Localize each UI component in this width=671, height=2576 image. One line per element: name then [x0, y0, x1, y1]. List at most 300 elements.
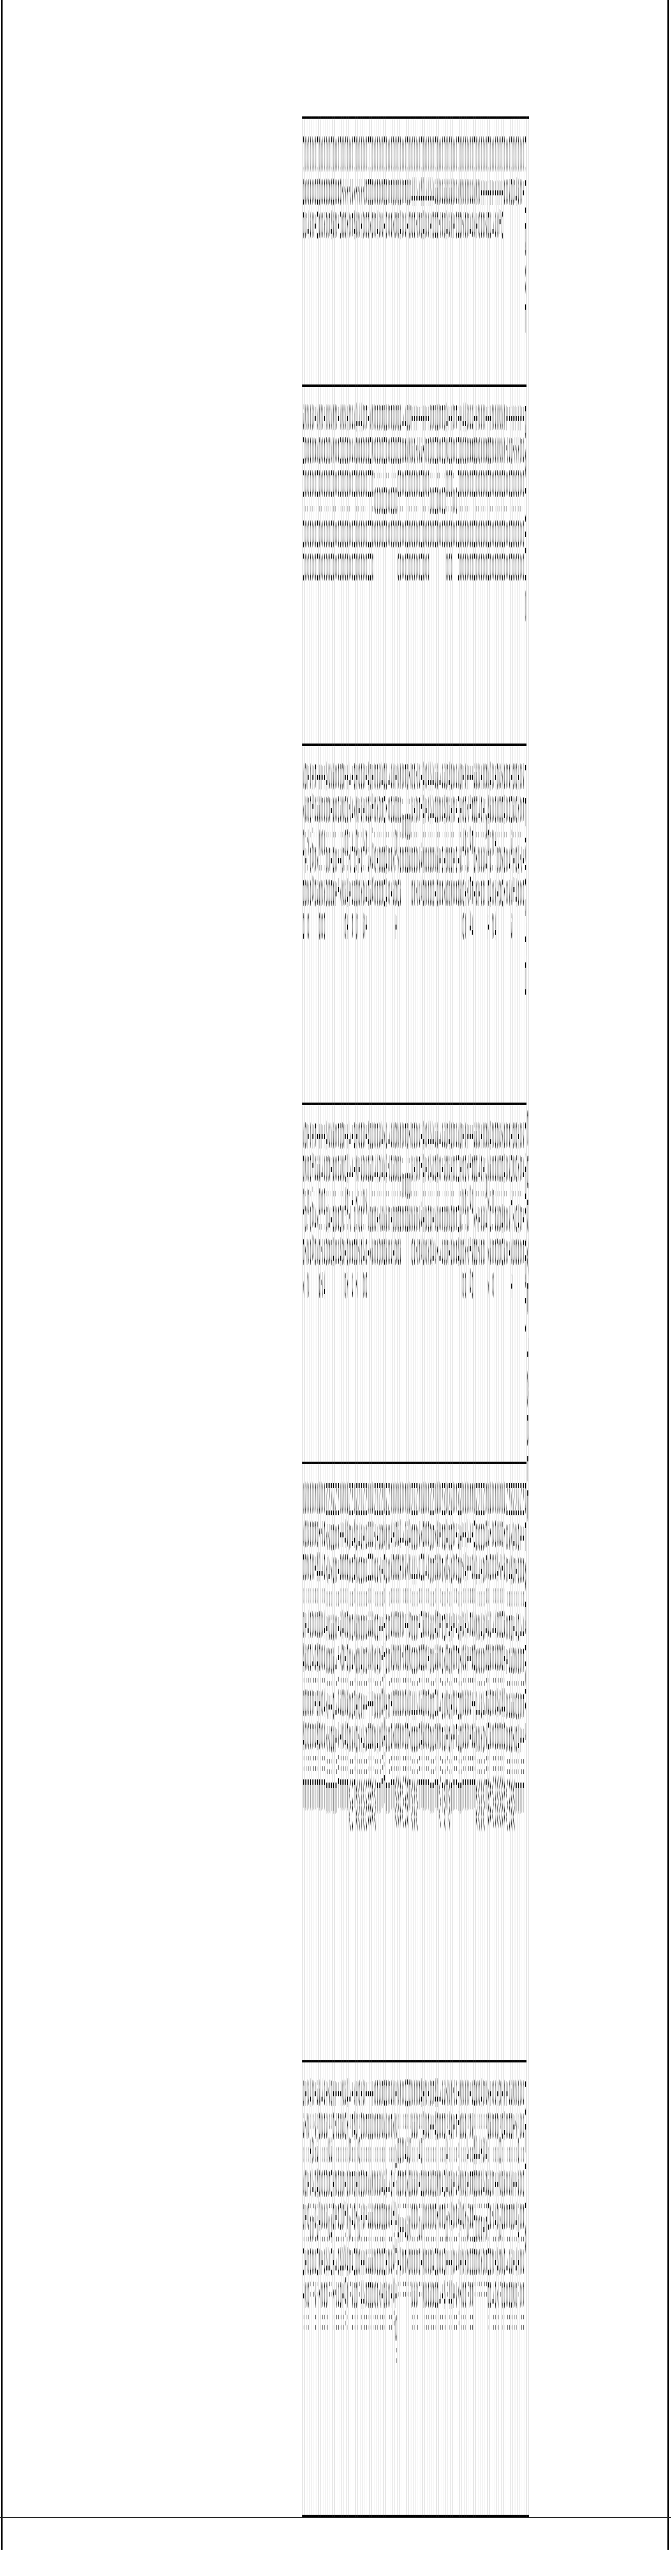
cell-bearing: S38°45'56"W — [492, 1463, 494, 2061]
cell-delta: 36°03'14" — [363, 2061, 365, 2516]
cell-bearing: N05°05'54"E — [518, 1463, 520, 2061]
cell-length: 45.96 — [381, 745, 383, 1104]
cell-length: 32.08 — [441, 745, 443, 1104]
cell-delta: 13°03'49" — [325, 2061, 328, 2516]
cell-chord: 43.83 — [490, 1104, 492, 1463]
cell-chord: 40.94 — [439, 1104, 441, 1463]
cell-bearing: N81°11'02"E — [381, 1463, 383, 2061]
cell-bearing: N62°04'41"E — [335, 1463, 337, 2061]
cell-chord: 206.75 — [464, 1104, 466, 1463]
cell-delta: 15°51'36" — [365, 2061, 367, 2516]
cell-radius: 420.00 — [445, 386, 448, 745]
cell-radius: 480.00 — [402, 386, 404, 745]
cell-delta: 39°02'38" — [323, 2061, 325, 2516]
cell-curve: C40 — [432, 117, 434, 385]
cell-radius: 220.00 — [496, 386, 498, 745]
cell-length: 103.23 — [510, 745, 512, 1104]
cell-curve: C78 — [344, 117, 346, 385]
table-row — [365, 117, 367, 2516]
table-row — [328, 117, 330, 2516]
cell-chord: 91.07 — [358, 1104, 360, 1463]
table-row — [480, 117, 483, 2516]
table-row — [337, 117, 339, 2516]
cell-radius: 50.00 — [383, 386, 385, 745]
cell-curve: C21 — [476, 117, 478, 385]
table-row — [386, 117, 388, 2516]
cell-curve: C77 — [346, 117, 348, 385]
cell-radius: 50.00 — [439, 386, 441, 745]
cell-length: 8.84 — [485, 745, 487, 1104]
cell-bearing: N85°01'33"W — [506, 1463, 508, 2061]
cell-curve: C53 — [402, 117, 404, 385]
cell-curve: C56 — [395, 117, 397, 385]
cell-chord: 11.32 — [420, 1104, 422, 1463]
cell-bearing: S49°10'21"E — [445, 1463, 448, 2061]
table-row — [471, 117, 473, 2516]
cell-curve: C87 — [323, 117, 325, 385]
cell-chord: 61.39 — [414, 1104, 416, 1463]
cell-delta: 9°48'06" — [476, 2061, 478, 2516]
cell-chord: 30.76 — [476, 1104, 478, 1463]
cell-bearing: N01°42'37"W — [480, 1463, 483, 2061]
cell-curve: C43 — [425, 117, 427, 385]
cell-radius: 380.00 — [467, 386, 469, 745]
cell-length: 5.69 — [406, 745, 408, 1104]
cell-length: 45.60 — [325, 745, 328, 1104]
cell-bearing: S26°11'24"E — [383, 1463, 385, 2061]
cell-delta: 9°05'36" — [358, 2061, 360, 2516]
cell-delta: 38°04'27" — [318, 2061, 320, 2516]
cell-bearing: S50°50'55"E — [309, 1463, 312, 2061]
table-row — [378, 117, 381, 2516]
table-row — [309, 117, 312, 2516]
cell-length: 60.61 — [335, 745, 337, 1104]
cell-chord: 54.12 — [376, 1104, 378, 1463]
cell-radius: 180.00 — [490, 386, 492, 745]
cell-radius: 220.00 — [330, 386, 332, 745]
cell-bearing: S13°28'18"E — [471, 1463, 473, 2061]
cell-curve: C3 — [518, 117, 520, 385]
cell-radius: 500.00 — [363, 386, 365, 745]
table-row — [330, 117, 332, 2516]
cell-radius: 220.00 — [499, 386, 501, 745]
cell-length: 209.12 — [464, 745, 466, 1104]
cell-bearing: N33°30'18"W — [365, 1463, 367, 2061]
cell-delta: 95°57'24" — [492, 2061, 494, 2516]
cell-chord: 183.70 — [471, 1104, 473, 1463]
cell-radius: 50.00 — [374, 386, 376, 745]
cell-length: 30.88 — [378, 745, 381, 1104]
cell-delta: 17°01'12" — [305, 2061, 307, 2516]
cell-curve: C24 — [469, 117, 471, 385]
cell-delta: 9°48'06" — [473, 2061, 475, 2516]
cell-delta: 24°39'08" — [504, 2061, 506, 2516]
cell-radius: 200.00 — [321, 386, 323, 745]
cell-length: 61.82 — [425, 745, 427, 1104]
cell-radius: 50.00 — [434, 386, 436, 745]
cell-delta: 15°23'36" — [369, 2061, 371, 2516]
table-row — [374, 117, 376, 2516]
cell-bearing: S38°55'58"W — [397, 1463, 399, 2061]
cell-bearing: N79°06'32"W — [374, 1463, 376, 2061]
table-row — [402, 117, 404, 2516]
cell-curve: C38 — [436, 117, 438, 385]
cell-curve: C44 — [422, 117, 424, 385]
table-row — [411, 117, 413, 2516]
cell-delta: 18°05'40" — [506, 2061, 508, 2516]
table-row — [420, 117, 422, 2516]
cell-curve: C34 — [445, 117, 448, 385]
table-row — [335, 117, 337, 2516]
cell-delta: 39°25'39" — [508, 2061, 510, 2516]
cell-curve: C72 — [358, 117, 360, 385]
cell-radius: 170.00 — [506, 386, 508, 745]
cell-chord: 88.58 — [395, 1104, 397, 1463]
cell-radius: 180.00 — [367, 386, 369, 745]
cell-delta: 23°36'53" — [425, 2061, 427, 2516]
cell-bearing: S42°52'57"E — [409, 1463, 411, 2061]
cell-delta: 4°12'50" — [309, 2061, 312, 2516]
column-header-chord: CHORD — [524, 1104, 526, 1463]
cell-curve: C41 — [429, 117, 432, 385]
cell-delta: 51°06'48" — [432, 2061, 434, 2516]
cell-length: 83.97 — [360, 745, 362, 1104]
cell-bearing: N64°50'48"W — [414, 1463, 416, 2061]
cell-radius: 220.00 — [483, 386, 485, 745]
cell-delta: 9°48'06" — [478, 2061, 480, 2516]
cell-chord: 72.29 — [383, 1104, 385, 1463]
table-row — [453, 117, 455, 2516]
table-row — [496, 117, 498, 2516]
cell-bearing: S52°04'55"E — [312, 1463, 314, 2061]
cell-bearing: N65°33'03"E — [332, 1463, 334, 2061]
cell-delta: 52°40'01" — [381, 2061, 383, 2516]
cell-chord: 13.72 — [316, 1104, 318, 1463]
cell-curve: C47 — [416, 117, 418, 385]
cell-length: 23.73 — [392, 745, 394, 1104]
table-row — [485, 117, 487, 2516]
cell-radius: 280.00 — [307, 386, 309, 745]
cell-chord: 20.04 — [457, 1104, 459, 1463]
cell-chord: 99.86 — [494, 1104, 496, 1463]
cell-length: 44.60 — [432, 745, 434, 1104]
cell-chord: 43.14 — [432, 1104, 434, 1463]
table-row — [353, 117, 355, 2516]
cell-radius: 50.00 — [453, 386, 455, 745]
table-row — [441, 117, 443, 2516]
cell-chord: 101.21 — [510, 1104, 512, 1463]
cell-radius: 200.00 — [341, 386, 343, 745]
cell-chord: 285.59 — [492, 1104, 494, 1463]
cell-length: 16.25 — [480, 745, 483, 1104]
table-row — [305, 117, 307, 2516]
cell-length: 138.41 — [365, 745, 367, 1104]
cell-bearing: N85°12'17"E — [450, 1463, 452, 2061]
cell-curve: C74 — [353, 117, 355, 385]
cell-chord: 8.84 — [485, 1104, 487, 1463]
cell-length: 30.61 — [390, 745, 392, 1104]
table-row — [467, 117, 469, 2516]
table-row — [406, 117, 408, 2516]
cell-curve: C84 — [330, 117, 332, 385]
cell-length: 157.28 — [307, 745, 309, 1104]
cell-length: 332.62 — [492, 745, 494, 1104]
cell-length: 75.19 — [522, 745, 524, 1104]
cell-radius: 100.00 — [457, 386, 459, 745]
cell-chord: 20.59 — [309, 1104, 312, 1463]
cell-bearing: S46°51'24"E — [344, 1463, 346, 2061]
table-row — [434, 117, 436, 2516]
cell-curve: C64 — [376, 117, 378, 385]
cell-delta: 27°14'45" — [515, 2061, 517, 2516]
table-row — [363, 117, 365, 2516]
cell-curve: C36 — [441, 117, 443, 385]
cell-curve: C45 — [420, 117, 422, 385]
cell-chord: 30.58 — [455, 1104, 457, 1463]
cell-bearing: S73°31'40"W — [504, 1463, 506, 2061]
cell-curve: C95 — [305, 117, 307, 385]
cell-chord: 53.04 — [339, 1104, 341, 1463]
cell-length: 53.58 — [411, 745, 413, 1104]
cell-bearing: N15°17'00"E — [459, 1463, 461, 2061]
cell-bearing: S50°32'19"W — [367, 1463, 369, 2061]
cell-bearing: N45°18'37"W — [513, 1463, 515, 2061]
cell-length: 63.11 — [513, 745, 515, 1104]
cell-chord: 58.26 — [453, 1104, 455, 1463]
table-row — [504, 117, 506, 2516]
table-row — [522, 117, 524, 2516]
cell-delta: 23°29'28" — [462, 2061, 464, 2516]
cell-curve: C90 — [316, 117, 318, 385]
cell-chord: 30.86 — [499, 1104, 501, 1463]
cell-length: 49.59 — [388, 745, 390, 1104]
cell-chord: 21.15 — [330, 1104, 332, 1463]
cell-chord: 53.20 — [411, 1104, 413, 1463]
cell-chord: 146.07 — [346, 1104, 348, 1463]
cell-bearing: S63°18'21"E — [453, 1463, 455, 2061]
table-row — [314, 117, 316, 2516]
cell-bearing: S37°18'00"W — [404, 1463, 406, 2061]
cell-curve: C65 — [374, 117, 376, 385]
table-row — [464, 117, 466, 2516]
table-row — [395, 117, 397, 2516]
cell-delta: 44°56'09" — [434, 2061, 436, 2516]
table-row — [510, 117, 512, 2516]
cell-curve: C85 — [328, 117, 330, 385]
column-header-length: LENGTH — [524, 745, 526, 1104]
table-row — [427, 117, 429, 2516]
cell-length: 3.52 — [402, 745, 404, 1104]
table-row — [432, 117, 434, 2516]
cell-curve: C13 — [494, 117, 496, 385]
cell-bearing: S60°30'03"E — [422, 1463, 424, 2061]
cell-delta: 15°54'47" — [351, 2061, 353, 2516]
cell-bearing: S02°29'13"E — [473, 1463, 475, 2061]
cell-chord: 69.57 — [416, 1104, 418, 1463]
table-row — [483, 117, 485, 2516]
cell-bearing: N61°11'37"E — [337, 1463, 339, 2061]
cell-bearing: S26°54'54"E — [302, 1463, 304, 2061]
cell-length: 61.82 — [414, 745, 416, 1104]
cell-delta: 35°04'21" — [390, 2061, 392, 2516]
cell-radius: 480.00 — [404, 386, 406, 745]
curve-table-title: CURVE TABLE — [526, 117, 528, 2516]
cell-chord: 33.55 — [443, 1104, 445, 1463]
cell-delta: 0°37'37" — [406, 2061, 408, 2516]
cell-length: 25.63 — [400, 745, 402, 1104]
table-row — [404, 117, 406, 2516]
cell-length: 21.38 — [483, 745, 485, 1104]
cell-curve: C96 — [302, 117, 304, 385]
cell-curve: C91 — [314, 117, 316, 385]
cell-delta: 32°10'58" — [307, 2061, 309, 2516]
cell-curve: C49 — [411, 117, 413, 385]
cell-length: 48.36 — [367, 745, 369, 1104]
table-row — [436, 117, 438, 2516]
cell-delta: 21°16'12" — [513, 2061, 515, 2516]
cell-bearing: N15°55'14"W — [363, 1463, 365, 2061]
cell-radius: 150.00 — [427, 386, 429, 745]
cell-radius: 50.00 — [392, 386, 394, 745]
cell-curve: C32 — [450, 117, 452, 385]
table-row — [372, 117, 374, 2516]
cell-length: 13.73 — [316, 745, 318, 1104]
cell-bearing: N74°53'38"W — [510, 1463, 512, 2061]
table-row — [455, 117, 457, 2516]
cell-delta: 10°18'17" — [332, 2061, 334, 2516]
cell-chord: 83.86 — [360, 1104, 362, 1463]
cell-length: 314.63 — [363, 745, 365, 1104]
table-row — [459, 117, 461, 2516]
cell-bearing: N55°32'03"E — [432, 1463, 434, 2061]
cell-curve: C35 — [443, 117, 445, 385]
table-row — [400, 117, 402, 2516]
cell-radius: 180.00 — [476, 386, 478, 745]
cell-length: 53.69 — [506, 745, 508, 1104]
cell-radius: 220.00 — [351, 386, 353, 745]
cell-bearing: N74°28'17"E — [328, 1463, 330, 2061]
cell-radius: 220.00 — [492, 386, 494, 745]
cell-radius: 100.00 — [450, 386, 452, 745]
table-row — [487, 117, 489, 2516]
cell-chord: 61.39 — [425, 1104, 427, 1463]
cell-delta: 48°20'04" — [439, 2061, 441, 2516]
cell-bearing: S05°49'57"E — [485, 1463, 487, 2061]
cell-radius: 200.00 — [335, 386, 337, 745]
cell-bearing: N86°55'58"E — [388, 1463, 390, 2061]
cell-delta: 7°25'24" — [328, 2061, 330, 2516]
cell-bearing: S14°13'39"E — [464, 1463, 466, 2061]
cell-chord: 30.13 — [390, 1104, 392, 1463]
sheet-border-right — [667, 0, 669, 2550]
cell-chord: 17.49 — [518, 1104, 520, 1463]
cell-bearing: S41°41'33"E — [467, 1463, 469, 2061]
cell-length: 43.55 — [448, 745, 450, 1104]
table-row — [450, 117, 452, 2516]
cell-length: 91.18 — [358, 745, 360, 1104]
cell-curve: C76 — [349, 117, 351, 385]
cell-radius: 50.00 — [395, 386, 397, 745]
cell-curve: C69 — [365, 117, 367, 385]
table-row — [390, 117, 392, 2516]
cell-curve: C48 — [414, 117, 416, 385]
table-row — [360, 117, 362, 2516]
cell-length: 28.50 — [328, 745, 330, 1104]
cell-chord: 146.77 — [321, 1104, 323, 1463]
cell-curve: C11 — [499, 117, 501, 385]
cell-bearing: N40°22'07"W — [358, 1463, 360, 2061]
cell-delta: 23°36'53" — [411, 2061, 413, 2516]
cell-delta: 17°03'37" — [314, 2061, 316, 2516]
table-row — [346, 117, 348, 2516]
cell-radius: 220.00 — [332, 386, 334, 745]
table-row — [416, 117, 418, 2516]
cell-bearing: S13°19'42"W — [439, 1463, 441, 2061]
cell-bearing: S10°45'25"E — [455, 1463, 457, 2061]
cell-bearing: S74°00'18"E — [318, 1463, 320, 2061]
cell-length: 5.69 — [404, 745, 406, 1104]
cell-radius: 50.00 — [381, 386, 383, 745]
cell-delta: 10°01'14" — [360, 2061, 362, 2516]
cell-chord: 34.17 — [478, 1104, 480, 1463]
cell-radius: 50.00 — [386, 386, 388, 745]
cell-curve: C33 — [448, 117, 450, 385]
cell-bearing: N18°45'51"E — [520, 1463, 522, 2061]
cell-delta: 29°34'14" — [450, 2061, 452, 2516]
table-row — [321, 117, 323, 2516]
cell-delta: 11°33'27" — [457, 2061, 459, 2516]
cell-curve: C59 — [388, 117, 390, 385]
cell-curve: C27 — [462, 117, 464, 385]
table-row — [341, 117, 343, 2516]
table-row — [312, 117, 314, 2516]
cell-chord: 31.53 — [441, 1104, 443, 1463]
cell-chord: 17.87 — [467, 1104, 469, 1463]
cell-delta: 24°58'05" — [353, 2061, 355, 2516]
cell-length: 31.08 — [455, 745, 457, 1104]
cell-curve: C66 — [372, 117, 374, 385]
cell-bearing: N65°50'05"E — [441, 1463, 443, 2061]
cell-bearing: S54°54'54"E — [316, 1463, 318, 2061]
cell-delta: 35°39'07" — [378, 2061, 381, 2516]
cell-chord: 45.50 — [325, 1104, 328, 1463]
cell-bearing: N06°36'40"W — [483, 1463, 485, 2061]
cell-chord: 91.56 — [353, 1104, 355, 1463]
table-row — [376, 117, 378, 2516]
cell-chord: 16.25 — [480, 1104, 483, 1463]
cell-chord: 127.67 — [355, 1104, 357, 1463]
cell-chord: 85.56 — [520, 1104, 522, 1463]
cell-delta: 35°36'47" — [455, 2061, 457, 2516]
cell-radius: 200.00 — [344, 386, 346, 745]
cell-length: 60.11 — [337, 745, 339, 1104]
table-row — [414, 117, 416, 2516]
cell-length: 279.69 — [302, 745, 304, 1104]
cell-length: 34.17 — [443, 745, 445, 1104]
cell-chord: 309.46 — [363, 1104, 365, 1463]
cell-bearing: S16°29'57"E — [392, 1463, 394, 2061]
cell-length: 122.70 — [323, 745, 325, 1104]
cell-radius: 280.00 — [305, 386, 307, 745]
cell-radius: 220.00 — [501, 386, 503, 745]
cell-chord: 54.85 — [374, 1104, 376, 1463]
cell-radius: 50.00 — [390, 386, 392, 745]
cell-length: 83.18 — [305, 745, 307, 1104]
cell-chord: 44.70 — [349, 1104, 351, 1463]
cell-delta: 2°48'55" — [485, 2061, 487, 2516]
cell-delta: 2°56'41" — [397, 2061, 399, 2516]
cell-curve: C67 — [369, 117, 371, 385]
